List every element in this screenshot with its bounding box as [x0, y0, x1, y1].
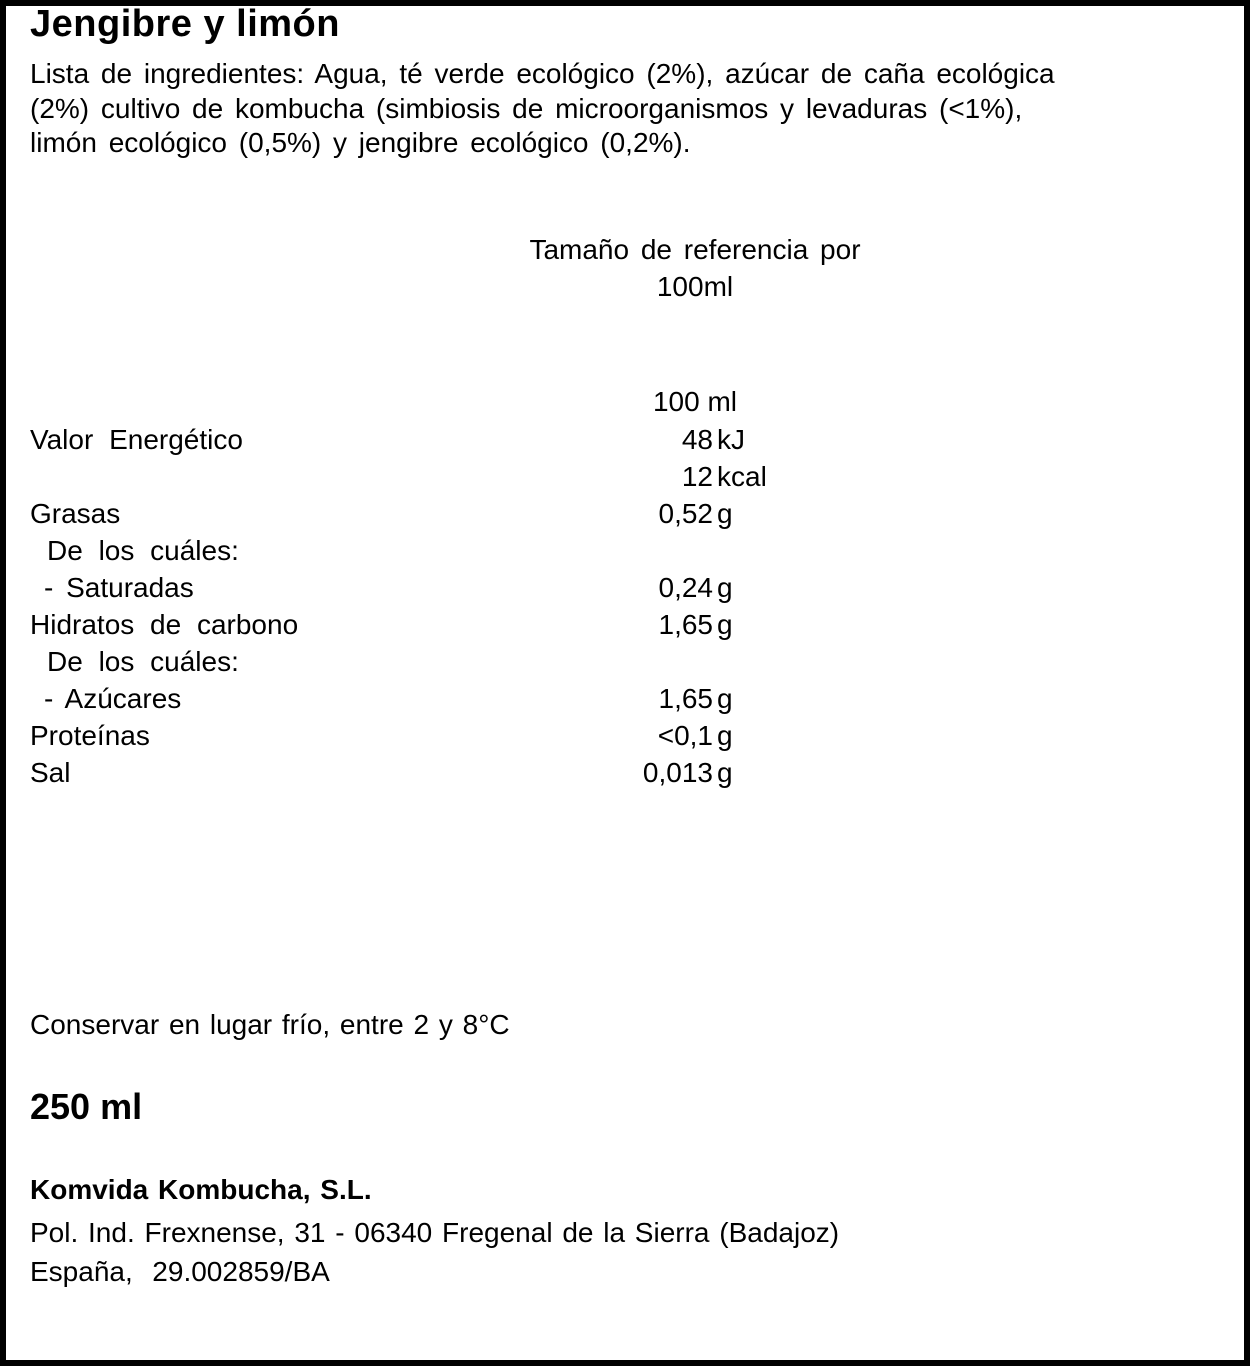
nutrition-value: 1,65: [658, 683, 713, 714]
nutrition-row-of-which: [6, 532, 1244, 569]
nutrition-unit: g: [717, 572, 733, 603]
serving-reference-text: Tamaño de referencia por: [529, 234, 861, 265]
nutrition-value: 0,013: [642, 757, 713, 788]
nutrition-unit: g: [717, 683, 733, 714]
nutrition-unit: g: [717, 609, 733, 640]
nutrition-table: [6, 421, 1244, 791]
nutrition-column-header: 100 ml: [652, 386, 738, 417]
nutrition-label: Proteínas: [30, 720, 150, 751]
product-title: Jengibre y limón: [30, 3, 340, 45]
nutrition-unit: g: [717, 757, 733, 788]
nutrition-label: - Saturadas: [44, 572, 194, 603]
nutrition-unit: g: [717, 498, 733, 529]
nutrition-unit: [713, 643, 1244, 680]
nutrition-row-sugars: [6, 680, 1244, 717]
nutrition-row-of-which: [6, 643, 1244, 680]
nutrition-row-saturated: [6, 569, 1244, 606]
nutrition-row-energy: [6, 421, 1244, 458]
nutrition-label: Hidratos de carbono: [30, 609, 299, 640]
nutrition-value: 12: [681, 461, 713, 492]
manufacturer-name: Komvida Kombucha, S.L.: [30, 1174, 372, 1205]
nutrition-value: [560, 643, 713, 680]
serving-reference-size: 100ml: [656, 271, 734, 302]
serving-reference: [146, 231, 1244, 305]
nutrition-value: 0,24: [658, 572, 713, 603]
storage-instructions: Conservar en lugar frío, entre 2 y 8°C: [30, 1009, 510, 1040]
nutrition-value: 0,52: [658, 498, 713, 529]
nutrition-row-fat: [6, 495, 1244, 532]
nutrition-label: De los cuáles:: [47, 646, 239, 677]
manufacturer-country-registry: España, 29.002859/BA: [30, 1256, 330, 1287]
nutrition-label: Valor Energético: [30, 424, 243, 455]
nutrition-label: De los cuáles:: [47, 535, 239, 566]
nutrition-unit: kcal: [717, 461, 767, 492]
nutrition-label: - Azúcares: [44, 683, 182, 714]
nutrition-row-energy-kcal: [6, 458, 1244, 495]
net-quantity: 250 ml: [30, 1086, 143, 1127]
manufacturer-address: Pol. Ind. Frexnense, 31 - 06340 Fregenal de la Sierra (Badajoz): [30, 1217, 840, 1248]
nutrition-row-protein: [6, 717, 1244, 754]
nutrition-value: 1,65: [658, 609, 713, 640]
nutrition-label: Sal: [30, 757, 71, 788]
nutrition-unit: g: [717, 720, 733, 751]
ingredients-paragraph: [30, 57, 1055, 161]
nutrition-unit: [713, 532, 1244, 569]
ingredients-line: Lista de ingredientes: Agua, té verde ecológico (2%), azúcar de caña ecológica: [30, 58, 1055, 89]
nutrition-value: <0,1: [657, 720, 713, 751]
ingredients-line: limón ecológico (0,5%) y jengibre ecológico (0,2%).: [30, 127, 691, 158]
nutrition-row-salt: [6, 754, 1244, 791]
nutrition-label: Grasas: [30, 498, 121, 529]
nutrition-value: 48: [681, 424, 713, 455]
nutrition-unit: kJ: [717, 424, 745, 455]
nutrition-label: [6, 458, 560, 495]
nutrition-row-carbohydrates: [6, 606, 1244, 643]
nutrition-value: [560, 532, 713, 569]
ingredients-line: (2%) cultivo de kombucha (simbiosis de microorganismos y levaduras (<1%),: [30, 92, 1023, 124]
